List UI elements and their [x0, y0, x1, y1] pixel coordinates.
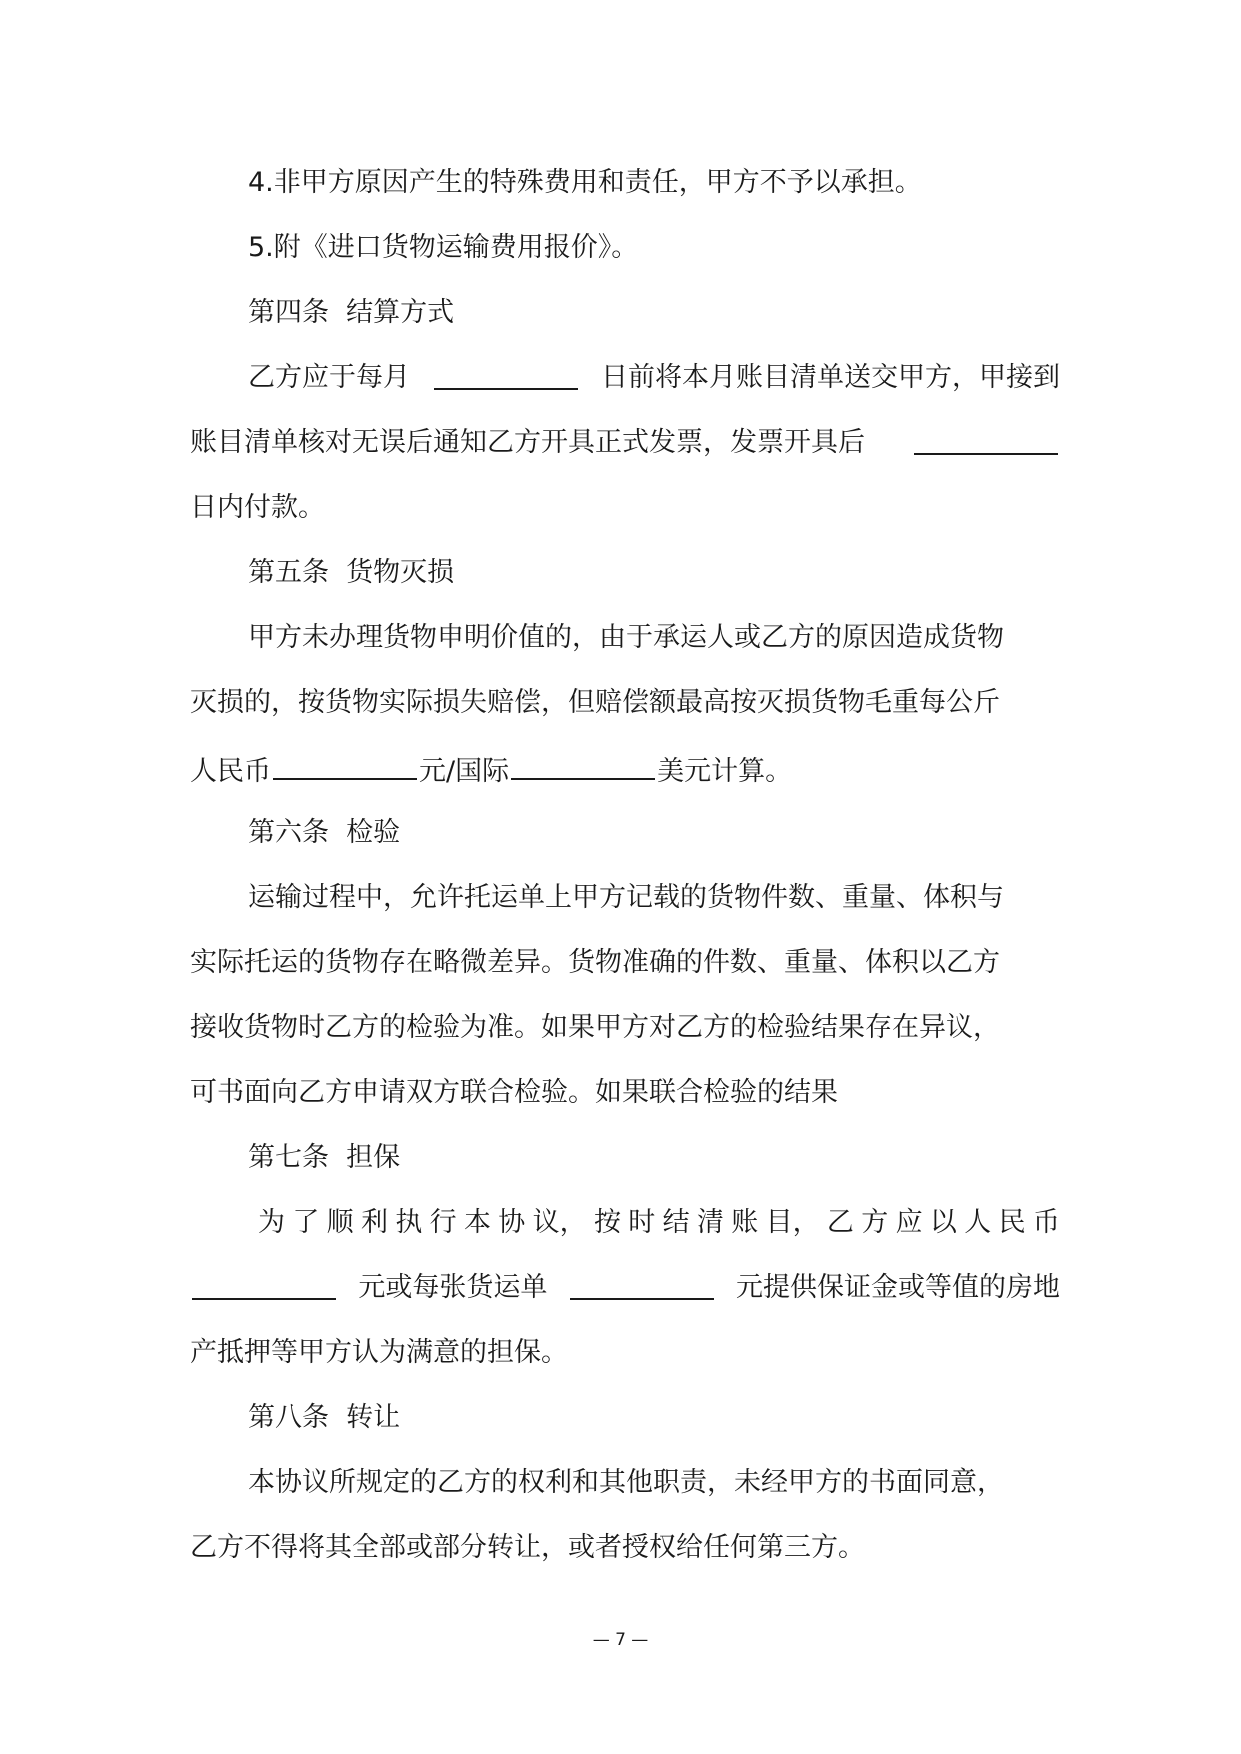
text-segment: 人	[964, 1207, 992, 1238]
text-segment: 为	[258, 1207, 285, 1238]
text-segment: 乙	[826, 1207, 854, 1238]
article-5-line-3	[190, 748, 1060, 792]
paragraph-item-4	[248, 163, 1060, 203]
article-title: 第六条 检验	[248, 817, 401, 848]
text-segment: 产抵押等甲方认为满意的担保。	[190, 1337, 568, 1368]
text-segment: 乙方不得将其全部或部分转让，或者授权给任何第三方。	[190, 1532, 865, 1563]
text-segment: 行	[429, 1207, 457, 1238]
paragraph-text: 4.非甲方原因产生的特殊费用和责任，甲方不予以承担。	[248, 167, 922, 198]
article-6-title	[248, 813, 1060, 853]
text-segment: 美元计算。	[657, 756, 793, 787]
article-7-line-3	[190, 1333, 1060, 1373]
article-5-line-2	[190, 683, 1060, 723]
text-segment: 时	[628, 1207, 656, 1238]
paragraph-text: 5.附《进口货物运输费用报价》。	[248, 232, 639, 263]
article-5-line-1	[248, 618, 1060, 658]
text-segment: 顺	[326, 1207, 354, 1238]
fill-blank[interactable]	[511, 748, 655, 780]
article-5-title	[248, 553, 1060, 593]
text-segment: 以	[929, 1207, 957, 1238]
text-segment: 本协议所规定的乙方的权利和其他职责，未经甲方的书面同意，	[248, 1467, 1004, 1498]
text-segment: 接收货物时乙方的检验为准。如果甲方对乙方的检验结果存在异议，	[190, 1012, 1000, 1043]
text-segment: 日前将本月账目清单送交甲方，甲接到	[601, 362, 1060, 393]
text-segment: 清	[696, 1207, 724, 1238]
text-segment: 账目清单核对无误后通知乙方开具正式发票，发票开具后	[190, 427, 865, 458]
article-6-line-1	[248, 878, 1060, 918]
text-segment: 方	[861, 1207, 889, 1238]
text-segment: 元提供保证金或等值的房地	[735, 1272, 1060, 1303]
text-segment: 执	[395, 1207, 423, 1238]
article-8-line-1	[248, 1463, 1060, 1503]
text-segment: 议，	[532, 1207, 587, 1238]
text-segment: 灭损的，按货物实际损失赔偿，但赔偿额最高按灭损货物毛重每公斤	[190, 687, 1000, 718]
text-segment: 本	[463, 1207, 491, 1238]
article-8-line-2	[190, 1528, 1060, 1568]
article-7-title	[248, 1138, 1060, 1178]
text-segment: 人民币	[190, 756, 271, 787]
article-6-line-4	[190, 1073, 1060, 1113]
text-segment: 应	[895, 1207, 923, 1238]
text-segment: 乙方应于每月	[248, 362, 410, 393]
text-segment: 目，	[765, 1207, 820, 1238]
fill-blank[interactable]	[192, 1268, 336, 1300]
text-segment: 了	[292, 1207, 320, 1238]
article-7-line-1	[258, 1203, 1060, 1243]
text-segment: 日内付款。	[190, 492, 325, 523]
article-7-line-2	[190, 1268, 1060, 1308]
text-segment: 按	[593, 1207, 621, 1238]
text-segment: 实际托运的货物存在略微差异。货物准确的件数、重量、体积以乙方	[190, 947, 1000, 978]
article-title: 第八条 转让	[248, 1402, 401, 1433]
text-segment: 甲方未办理货物申明价值的，由于承运人或乙方的原因造成货物	[248, 622, 1004, 653]
article-4-line-3	[190, 488, 1060, 528]
article-6-line-3	[190, 1008, 1060, 1048]
text-segment: 可书面向乙方申请双方联合检验。如果联合检验的结果	[190, 1077, 838, 1108]
text-segment: 协	[498, 1207, 526, 1238]
text-segment: 元/国际	[419, 756, 510, 787]
fill-blank[interactable]	[434, 358, 578, 390]
article-title: 第四条 结算方式	[248, 297, 455, 328]
text-segment: 元或每张货运单	[358, 1272, 548, 1303]
text-segment: 账	[731, 1207, 759, 1238]
text-segment: 利	[360, 1207, 388, 1238]
article-title: 第五条 货物灭损	[248, 557, 455, 588]
article-title: 第七条 担保	[248, 1142, 401, 1173]
text-segment: 结	[662, 1207, 690, 1238]
text-segment: 民	[998, 1207, 1026, 1238]
article-4-line-1	[248, 358, 1060, 398]
text-segment: 运输过程中，允许托运单上甲方记载的货物件数、重量、体积与	[248, 882, 1004, 913]
article-4-line-2	[190, 423, 1060, 463]
fill-blank[interactable]	[570, 1268, 714, 1300]
article-6-line-2	[190, 943, 1060, 983]
article-4-title	[248, 293, 1060, 333]
fill-blank[interactable]	[914, 423, 1058, 455]
text-segment: 币	[1032, 1207, 1060, 1238]
page-number: — 7 —	[592, 1630, 649, 1650]
article-8-title	[248, 1398, 1060, 1438]
paragraph-item-5	[248, 228, 1060, 268]
fill-blank[interactable]	[273, 748, 417, 780]
